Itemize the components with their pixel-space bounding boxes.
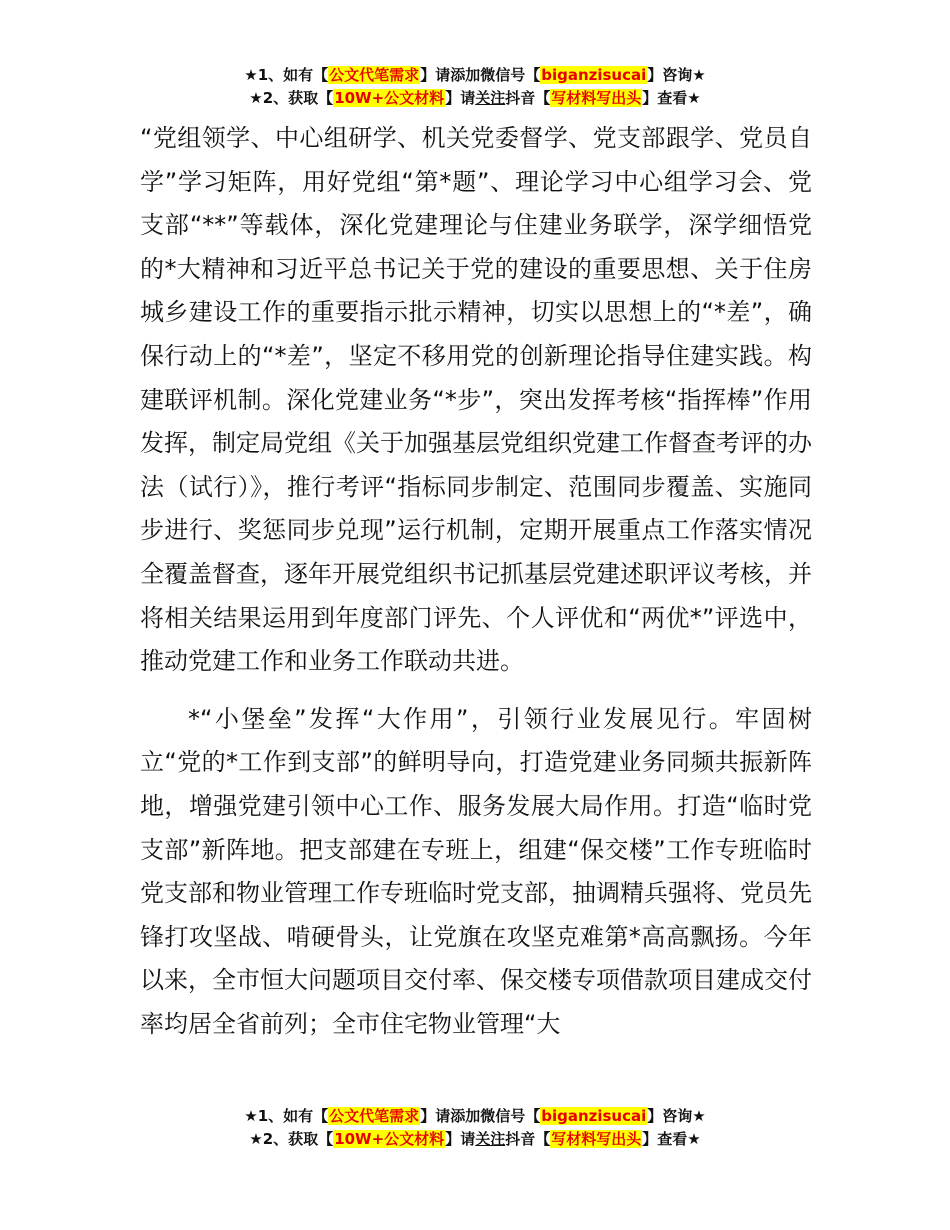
banner-line-1-highlight-wechat: biganzisucai xyxy=(541,66,647,84)
footer-line-2-highlight-account: 写材料写出头 xyxy=(551,1130,642,1148)
footer-line-1-prefix: ★1、如有【 xyxy=(244,1107,329,1125)
banner-line-2-underline-follow: 关注 xyxy=(475,89,506,107)
footer-line-2-highlight-materials: 10W+公文材料 xyxy=(334,1130,445,1148)
footer-banner-line-1 xyxy=(0,1105,950,1128)
body-paragraph-1: “党组领学、中心组研学、机关党委督学、党支部跟学、党员自学”学习矩阵，用好党组“第*题”、理论学习中心组学习会、党支部“**”等载体，深化党建理论与住建业务联学，深学细悟党的*大精神和习近平总书记关于党的建设的重要思想、关于住房城乡建设工作的重要指示批示精神，切实以思想上的“*差”，确保行动上的“*差”，坚定不移用党的创新理论指导住建实践。构建联评机制。深化党建业务“*步”，突出发挥考核“指挥棒”作用发挥，制定局党组《关于加强基层党组织党建工作督查考评的办法（试行）》，推行考评“指标同步制定、范围同步覆盖、实施同步进行、奖惩同步兑现”运行机制，定期开展重点工作落实情况全覆盖督查，逐年开展党组织书记抓基层党建述职评议考核，并将相关结果运用到年度部门评先、个人评优和“两优*”评选中，推动党建工作和业务工作联动共进。 xyxy=(140,124,812,676)
footer-line-1-highlight-service: 公文代笔需求 xyxy=(329,1107,420,1125)
footer-line-2-prefix: ★2、获取【 xyxy=(249,1130,334,1148)
footer-line-1-mid: 】请添加微信号【 xyxy=(420,1107,541,1125)
banner-line-2-mid: 】请 xyxy=(445,89,476,107)
banner-line-2-prefix: ★2、获取【 xyxy=(249,89,334,107)
footer-line-2-suffix: 】查看★ xyxy=(642,1130,701,1148)
footer-line-2-mid2: 抖音【 xyxy=(505,1130,551,1148)
banner-line-2-mid2: 抖音【 xyxy=(505,89,551,107)
header-banner xyxy=(0,64,950,110)
footer-line-2-underline-follow: 关注 xyxy=(475,1130,506,1148)
document-body xyxy=(140,117,812,1046)
footer-banner-line-2 xyxy=(0,1128,950,1151)
body-paragraph-2: *“小堡垒”发挥“大作用”，引领行业发展见行。牢固树立“党的*工作到支部”的鲜明导向，打造党建业务同频共振新阵地，增强党建引领中心工作、服务发展大局作用。打造“临时党支部”新阵地。把支部建在专班上，组建“保交楼”工作专班临时党支部和物业管理工作专班临时党支部，抽调精兵强将、党员先锋打攻坚战、啃硬骨头，让党旗在攻坚克难第*高高飘扬。今年以来，全市恒大问题项目交付率、保交楼专项借款项目建成交付率均居全省前列；全市住宅物业管理“大 xyxy=(140,704,812,1038)
banner-line-2-suffix: 】查看★ xyxy=(642,89,701,107)
banner-line-2 xyxy=(0,87,950,110)
banner-line-1 xyxy=(0,64,950,87)
footer-line-2-mid: 】请 xyxy=(445,1130,476,1148)
banner-line-2-highlight-account: 写材料写出头 xyxy=(551,89,642,107)
banner-line-2-highlight-materials: 10W+公文材料 xyxy=(334,89,445,107)
footer-banner xyxy=(0,1105,950,1151)
banner-line-1-prefix: ★1、如有【 xyxy=(244,66,329,84)
banner-line-1-mid: 】请添加微信号【 xyxy=(420,66,541,84)
banner-line-1-suffix: 】咨询★ xyxy=(647,66,706,84)
footer-line-1-highlight-wechat: biganzisucai xyxy=(541,1107,647,1125)
banner-line-1-highlight-service: 公文代笔需求 xyxy=(329,66,420,84)
footer-line-1-suffix: 】咨询★ xyxy=(647,1107,706,1125)
